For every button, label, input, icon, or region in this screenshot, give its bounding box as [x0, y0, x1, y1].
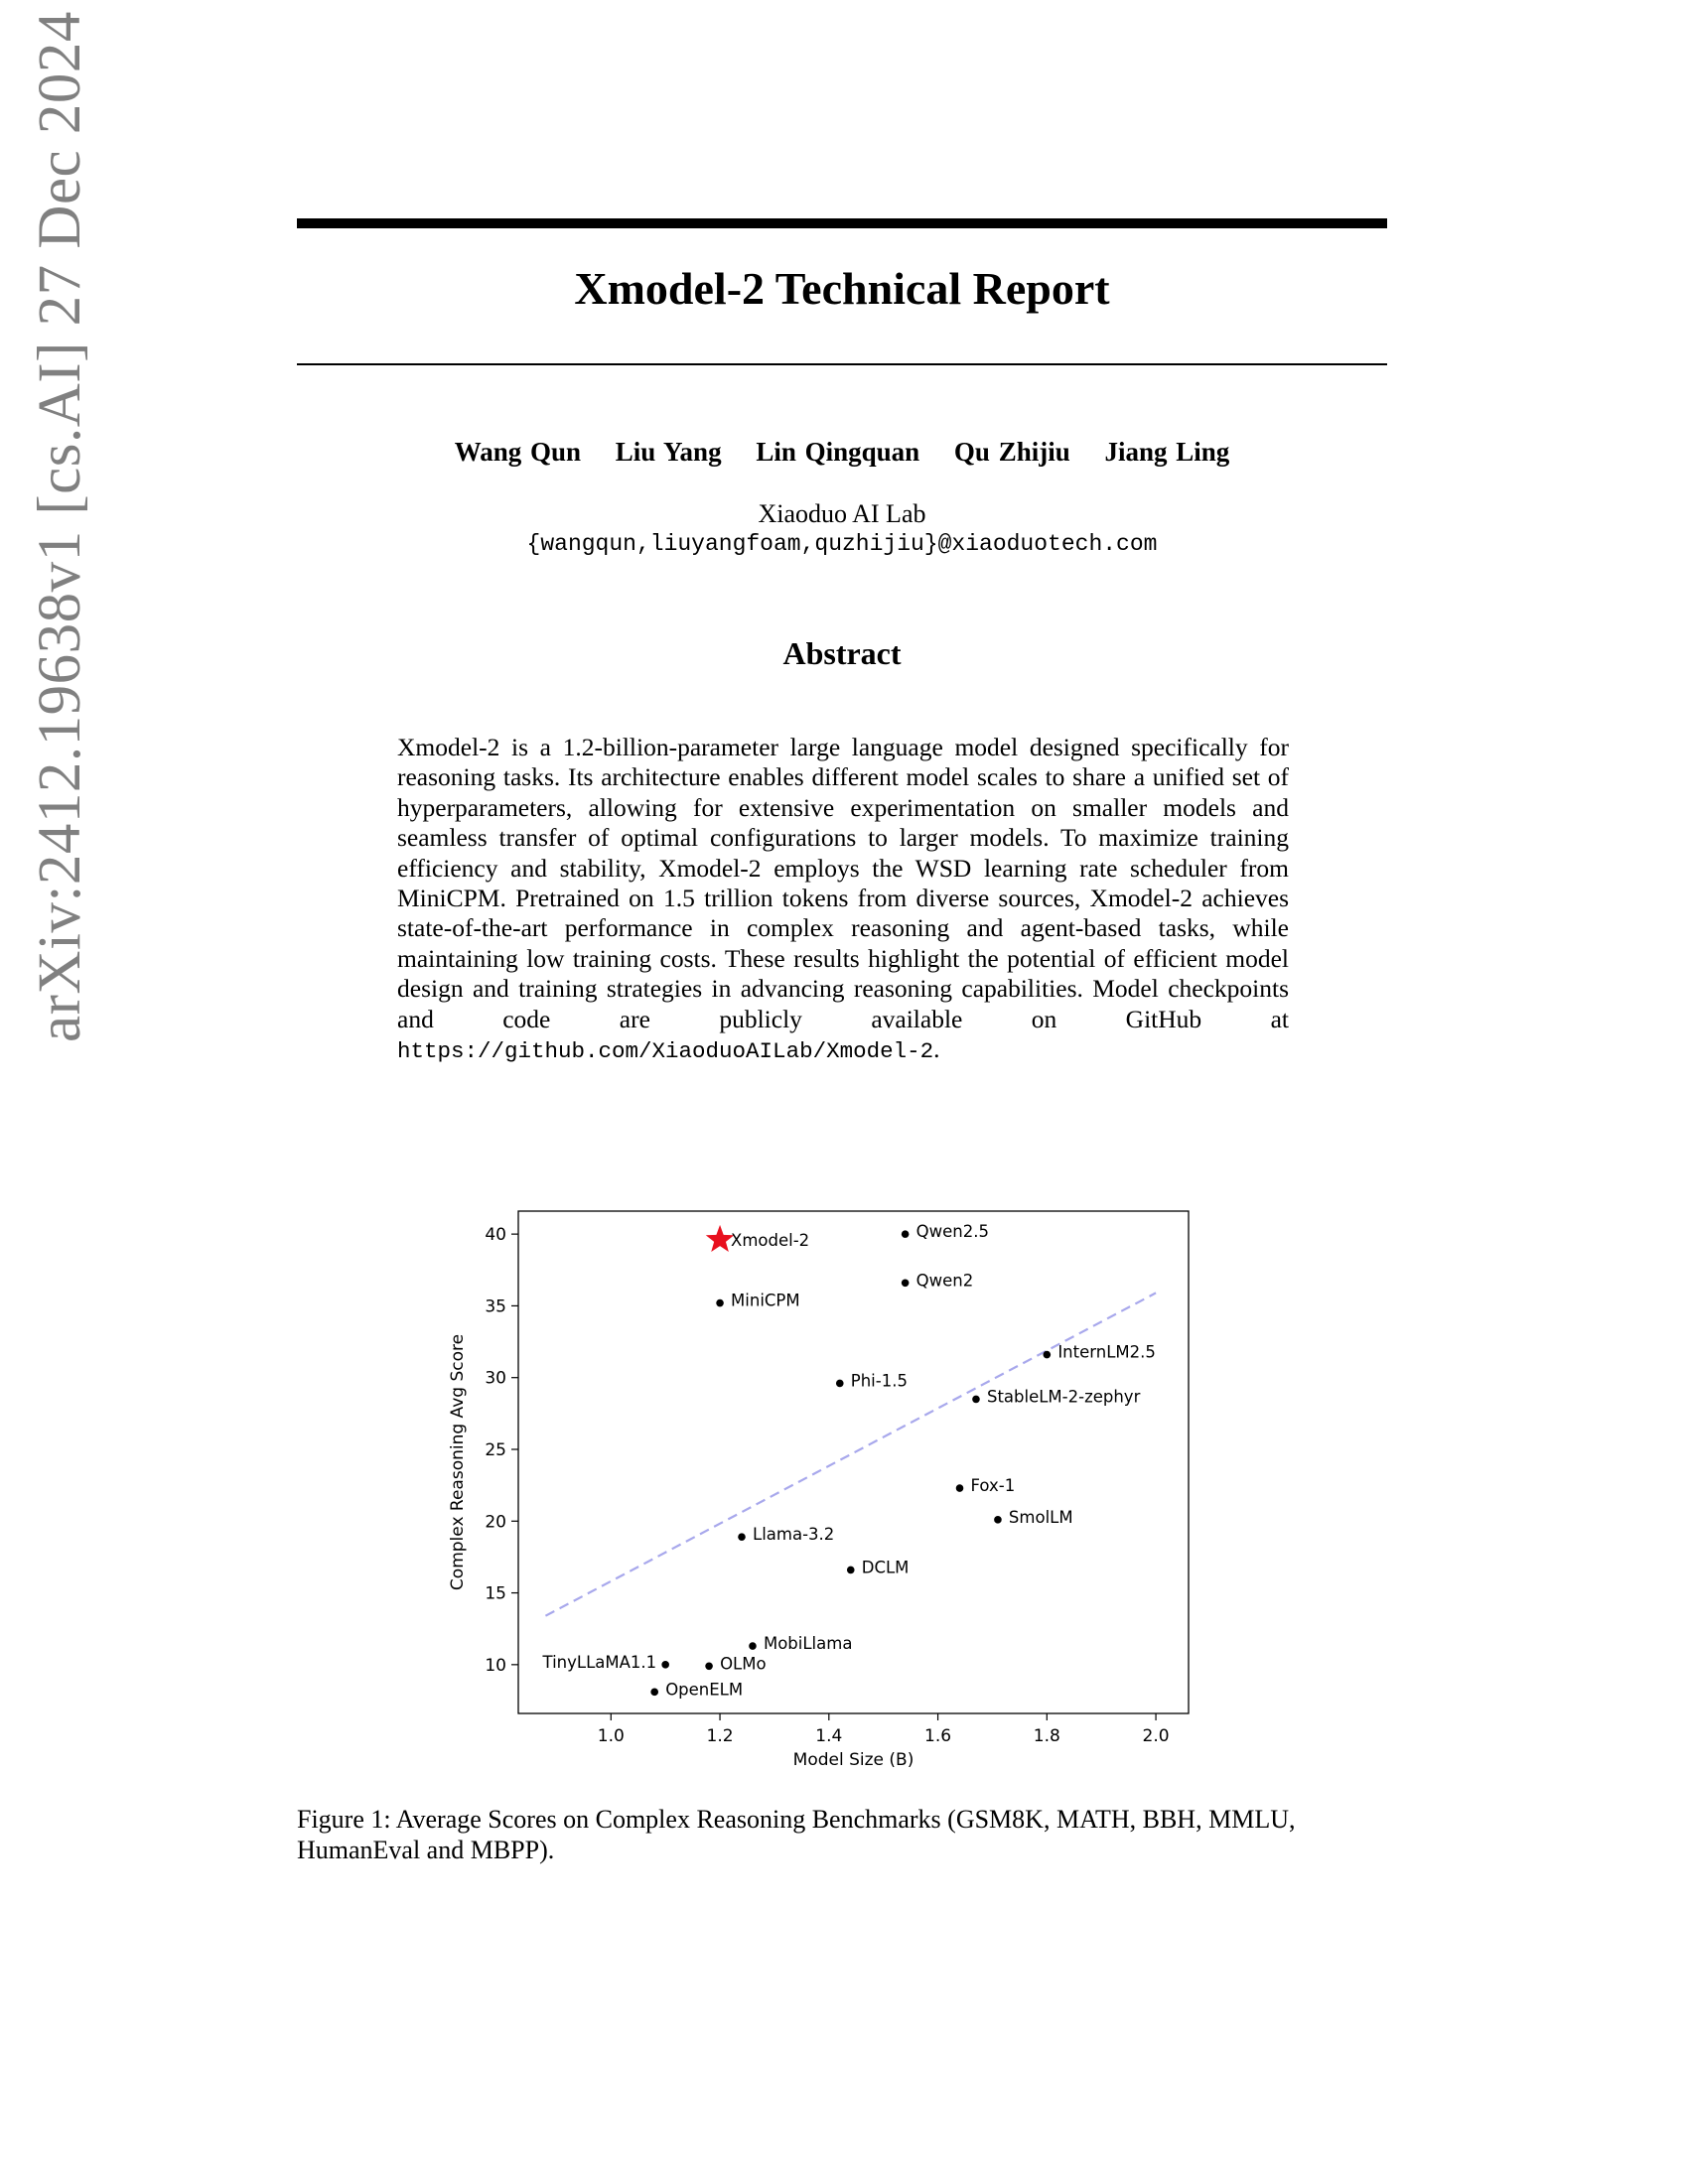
point-label: StableLM-2-zephyr	[986, 1387, 1141, 1407]
point-label: SmolLM	[1008, 1507, 1073, 1527]
point-label: OLMo	[720, 1654, 767, 1674]
point-label: Llama-3.2	[753, 1525, 835, 1545]
x-tick-label: 1.2	[706, 1726, 734, 1746]
x-tick-label: 2.0	[1142, 1726, 1170, 1746]
author-name: Liu Yang	[615, 437, 722, 467]
point-olmo	[705, 1662, 713, 1670]
point-label: InternLM2.5	[1057, 1342, 1156, 1362]
point-qwen2	[902, 1279, 910, 1287]
affiliation: Xiaoduo AI Lab	[758, 499, 926, 528]
x-tick-label: 1.6	[924, 1726, 952, 1746]
figure-1	[427, 1196, 1221, 1792]
title-rule-bottom	[297, 363, 1387, 365]
point-mobillama	[749, 1642, 757, 1650]
paper-title: Xmodel-2 Technical Report	[574, 263, 1110, 314]
y-axis-label: Complex Reasoning Avg Score	[448, 1333, 468, 1591]
y-tick-label: 35	[485, 1297, 506, 1317]
abstract-heading: Abstract	[782, 635, 902, 671]
figure-caption: Figure 1: Average Scores on Complex Reasoning Benchmarks (GSM8K, MATH, BBH, MMLU, HumanEval and MBPP).	[297, 1805, 1296, 1864]
point-phi-1-5	[836, 1380, 844, 1388]
y-tick-label: 10	[485, 1655, 506, 1676]
point-label: DCLM	[861, 1558, 910, 1577]
point-fox-1	[956, 1484, 964, 1492]
author-name: Lin Qingquan	[756, 437, 920, 467]
point-label: Phi-1.5	[850, 1371, 908, 1391]
point-internlm2-5	[1044, 1351, 1052, 1359]
point-label: OpenELM	[665, 1680, 744, 1700]
title-rule-top	[297, 218, 1387, 228]
github-link[interactable]: https://github.com/XiaoduoAILab/Xmodel-2	[397, 1038, 934, 1065]
point-dclm	[847, 1567, 855, 1574]
x-tick-label: 1.0	[597, 1726, 625, 1746]
point-label: Fox-1	[970, 1476, 1016, 1496]
point-openelm	[650, 1689, 658, 1697]
point-stablelm-2-zephyr	[972, 1396, 980, 1404]
x-axis-label: Model Size (B)	[792, 1750, 914, 1770]
plot-frame	[518, 1211, 1189, 1713]
point-minicpm	[716, 1299, 724, 1307]
point-llama-3-2	[738, 1533, 746, 1541]
arxiv-identifier: arXiv:2412.19638v1 [cs.AI] 27 Dec 2024	[27, 11, 93, 1042]
abstract-body	[397, 733, 1289, 1066]
point-smollm	[994, 1516, 1002, 1524]
point-label: TinyLLaMA1.1	[542, 1652, 657, 1672]
abstract-end: .	[933, 1034, 940, 1064]
point-label: MobiLlama	[763, 1634, 853, 1654]
point-label: MiniCPM	[731, 1291, 800, 1310]
y-tick-label: 15	[485, 1583, 506, 1604]
y-tick-label: 40	[485, 1225, 506, 1246]
author-name: Jiang Ling	[1104, 437, 1230, 467]
scatter-chart	[427, 1196, 1221, 1792]
x-tick-label: 1.4	[815, 1726, 843, 1746]
point-xmodel-2	[706, 1225, 735, 1252]
point-tinyllama1-1	[661, 1661, 669, 1669]
point-label: Qwen2.5	[915, 1222, 989, 1242]
y-tick-label: 20	[485, 1512, 506, 1533]
point-label: Xmodel-2	[731, 1230, 810, 1250]
abstract-text: Xmodel-2 is a 1.2-billion-parameter large language model designed specifically for reasoning tasks. Its architecture enables different model scales to share a unified set of hyperparameters, allowing for extensive experimentation on smaller models and seamless transfer of optimal configurations to larger models. To maximize training efficiency and stability, Xmodel-2 employs the WSD learning rate scheduler from MiniCPM. Pretrained on 1.5 trillion tokens from diverse sources, Xmodel-2 achieves state-of-the-art performance in complex reasoning and agent-based tasks, while maintaining low training costs. These results highlight the potential of efficient model design and training strategies in advancing reasoning capabilities. Model checkpoints and code are publicly available on GitHub at	[397, 733, 1289, 1033]
author-list	[297, 437, 1387, 468]
point-qwen2-5	[902, 1230, 910, 1238]
x-tick-label: 1.8	[1033, 1726, 1060, 1746]
author-email: {wangqun,liuyangfoam,quzhijiu}@xiaoduotech.com	[526, 531, 1158, 557]
author-name: Wang Qun	[454, 437, 582, 467]
point-label: Qwen2	[915, 1271, 974, 1291]
y-tick-label: 25	[485, 1439, 506, 1460]
author-name: Qu Zhijiu	[953, 437, 1070, 467]
y-tick-label: 30	[485, 1368, 506, 1389]
